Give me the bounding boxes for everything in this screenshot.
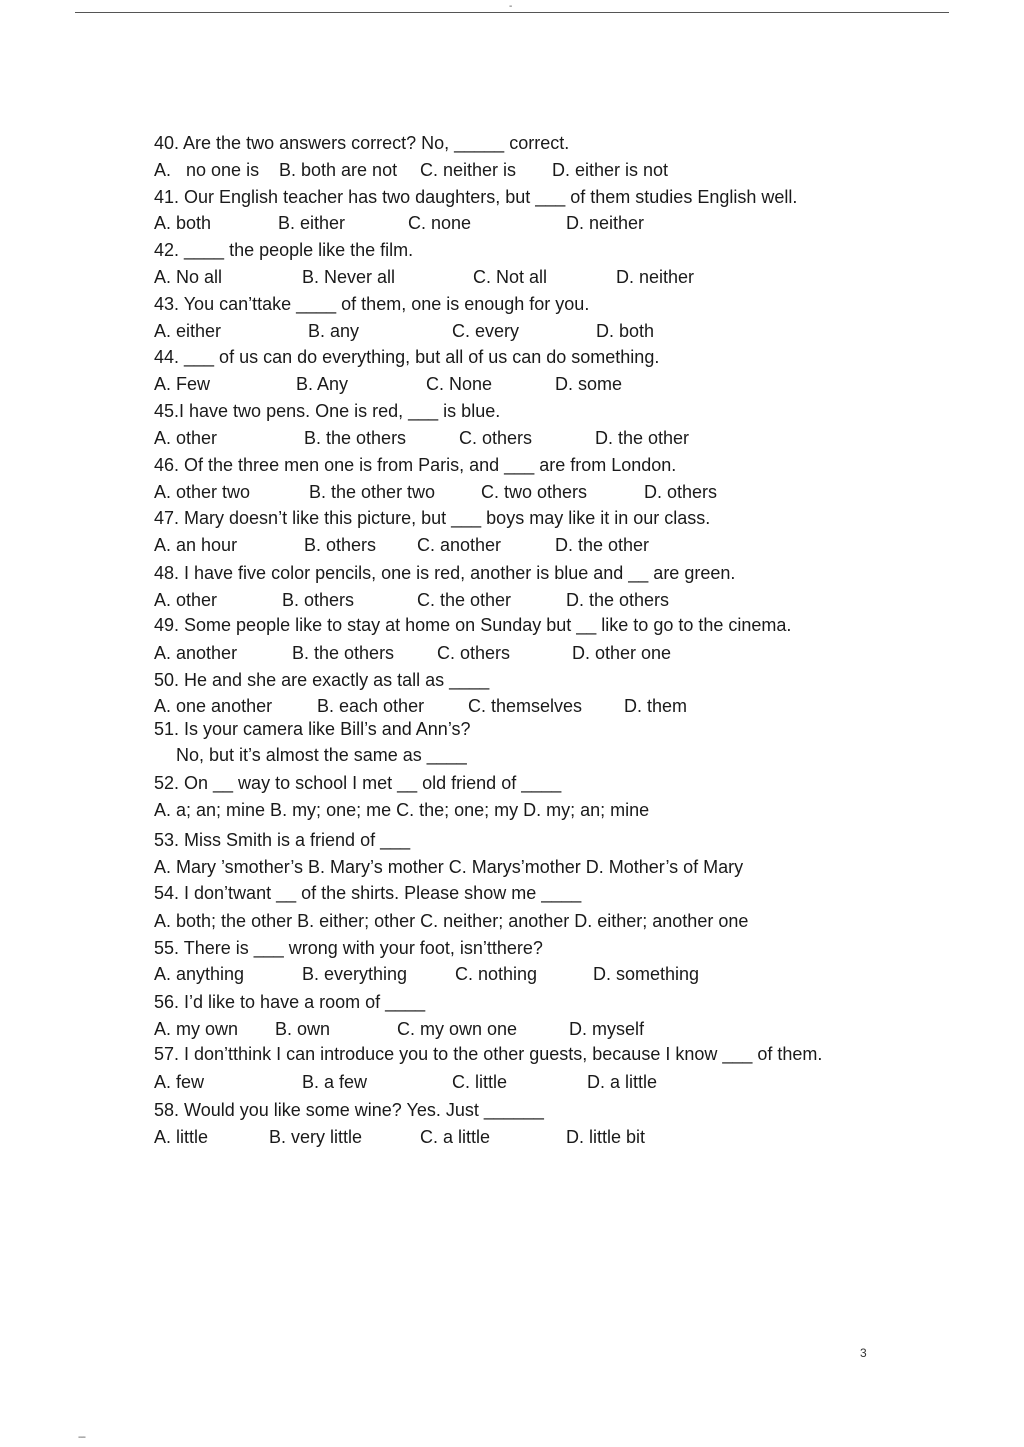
- option-48-c: C. the other: [417, 590, 512, 610]
- option-46-d: D. others: [644, 482, 718, 502]
- option-41-b: B. either: [278, 213, 346, 233]
- option-41-c: C. none: [408, 213, 472, 233]
- option-44-d: D. some: [555, 374, 623, 394]
- option-55-a: A. anything: [154, 964, 245, 984]
- question-53: 53. Miss Smith is a friend of ___: [154, 830, 411, 850]
- question-49: 49. Some people like to stay at home on Sunday but __ like to go to the cinema.: [154, 615, 792, 635]
- question-56: 56. I’d like to have a room of ____: [154, 992, 426, 1012]
- option-42-a: A. No all: [154, 267, 223, 287]
- option-45-d: D. the other: [595, 428, 690, 448]
- question-46: 46. Of the three men one is from Paris, and ___ are from London.: [154, 455, 677, 475]
- option-55-b: B. everything: [302, 964, 408, 984]
- question-44: 44. ___ of us can do everything, but all of us can do something.: [154, 347, 660, 367]
- option-56-c: C. my own one: [397, 1019, 518, 1039]
- option-58-a: A. little: [154, 1127, 209, 1147]
- option-46-a: A. other two: [154, 482, 251, 502]
- option-49-b: B. the others: [292, 643, 395, 663]
- header-rule: [75, 12, 949, 13]
- option-50-d: D. them: [624, 696, 688, 716]
- option-55-c: C. nothing: [455, 964, 538, 984]
- question-47: 47. Mary doesn’t like this picture, but ___ boys may like it in our class.: [154, 508, 711, 528]
- question-51-answer-line: No, but it’s almost the same as ____: [176, 745, 467, 765]
- option-42-d: D. neither: [616, 267, 695, 287]
- question-50: 50. He and she are exactly as tall as ____: [154, 670, 490, 690]
- option-41-a: A. both: [154, 213, 212, 233]
- option-40-a: A. no one is: [154, 160, 260, 180]
- option-58-b: B. very little: [269, 1127, 363, 1147]
- option-58-d: D. little bit: [566, 1127, 646, 1147]
- option-49-d: D. other one: [572, 643, 672, 663]
- option-46-b: B. the other two: [309, 482, 436, 502]
- question-43: 43. You can’ttake ____ of them, one is enough for you.: [154, 294, 590, 314]
- question-57: 57. I don’tthink I can introduce you to the other guests, because I know ___ of them.: [154, 1044, 823, 1064]
- option-43-a: A. either: [154, 321, 222, 341]
- option-46-c: C. two others: [481, 482, 588, 502]
- option-47-a: A. an hour: [154, 535, 238, 555]
- question-51: 51. Is your camera like Bill’s and Ann’s?: [154, 719, 471, 739]
- footer-mark: ---: [78, 1432, 85, 1443]
- option-57-c: C. little: [452, 1072, 508, 1092]
- option-57-b: B. a few: [302, 1072, 368, 1092]
- page-number: 3: [860, 1346, 867, 1360]
- option-47-c: C. another: [417, 535, 502, 555]
- option-57-a: A. few: [154, 1072, 205, 1092]
- option-44-b: B. Any: [296, 374, 349, 394]
- question-55: 55. There is ___ wrong with your foot, isn’tthere?: [154, 938, 543, 958]
- option-57-d: D. a little: [587, 1072, 658, 1092]
- question-48: 48. I have five color pencils, one is red, another is blue and __ are green.: [154, 563, 736, 583]
- option-43-c: C. every: [452, 321, 520, 341]
- option-58-c: C. a little: [420, 1127, 491, 1147]
- option-47-d: D. the other: [555, 535, 650, 555]
- option-41-d: D. neither: [566, 213, 645, 233]
- question-54: 54. I don’twant __ of the shirts. Please show me ____: [154, 883, 582, 903]
- option-45-c: C. others: [459, 428, 533, 448]
- option-50-c: C. themselves: [468, 696, 583, 716]
- option-42-b: B. Never all: [302, 267, 396, 287]
- question-40: 40. Are the two answers correct? No, _____ correct.: [154, 133, 570, 153]
- option-49-c: C. others: [437, 643, 511, 663]
- option-40-b: B. both are not: [279, 160, 398, 180]
- option-44-a: A. Few: [154, 374, 211, 394]
- option-50-a: A. one another: [154, 696, 273, 716]
- option-43-b: B. any: [308, 321, 360, 341]
- question-41: 41. Our English teacher has two daughters, but ___ of them studies English well.: [154, 187, 798, 207]
- option-55-d: D. something: [593, 964, 700, 984]
- question-58: 58. Would you like some wine? Yes. Just ______: [154, 1100, 544, 1120]
- option-48-d: D. the others: [566, 590, 670, 610]
- header-mark: -: [509, 1, 513, 12]
- option-48-b: B. others: [282, 590, 355, 610]
- option-56-a: A. my own: [154, 1019, 239, 1039]
- option-40-d: D. either is not: [552, 160, 669, 180]
- option-50-b: B. each other: [317, 696, 425, 716]
- question-42: 42. ____ the people like the film.: [154, 240, 414, 260]
- option-44-c: C. None: [426, 374, 493, 394]
- option-56-b: B. own: [275, 1019, 331, 1039]
- options-54: A. both; the other B. either; other C. neither; another D. either; another one: [154, 911, 749, 931]
- question-45: 45.I have two pens. One is red, ___ is blue.: [154, 401, 501, 421]
- option-45-b: B. the others: [304, 428, 407, 448]
- option-42-c: C. Not all: [473, 267, 548, 287]
- option-47-b: B. others: [304, 535, 377, 555]
- option-43-d: D. both: [596, 321, 655, 341]
- options-53: A. Mary ’smother’s B. Mary’s mother C. Marys’mother D. Mother’s of Mary: [154, 857, 744, 877]
- question-52: 52. On __ way to school I met __ old friend of ____: [154, 773, 562, 793]
- option-56-d: D. myself: [569, 1019, 645, 1039]
- option-48-a: A. other: [154, 590, 218, 610]
- options-52: A. a; an; mine B. my; one; me C. the; one; my D. my; an; mine: [154, 800, 650, 820]
- option-49-a: A. another: [154, 643, 238, 663]
- option-40-c: C. neither is: [420, 160, 517, 180]
- option-45-a: A. other: [154, 428, 218, 448]
